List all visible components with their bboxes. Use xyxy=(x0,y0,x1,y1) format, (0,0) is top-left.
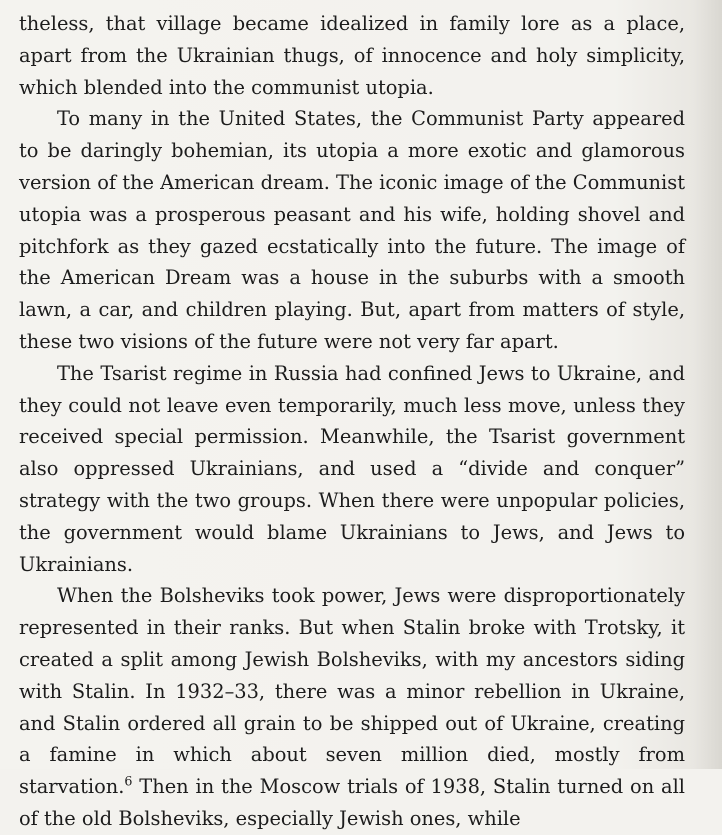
paragraph xyxy=(19,103,685,357)
body-text xyxy=(19,8,685,835)
paragraph-text: theless, that village became idealized in family lore as a place, apart from the Ukrainian thugs, of innocence and holy simplicity, which blended into the communist utopia. xyxy=(19,12,685,99)
paragraph xyxy=(19,580,685,834)
paragraph-text: The Tsarist regime in Russia had confined Jews to Ukraine, and they could not leave even temporarily, much less move, unless they received special permission. Meanwhile, the Tsarist government also oppressed Ukrainians, and used a “divide and conquer” strategy with the two groups. When there were unpopular policies, the government would blame Ukrainians to Jews, and Jews to Ukrainians. xyxy=(19,361,685,576)
paragraph-text: Then in the Moscow trials of 1938, Stalin turned on all of the old Bolsheviks, especially Jewish ones, while xyxy=(19,775,685,830)
paragraph-text: When the Bolsheviks took power, Jews were disproportionately represented in their ranks. But when Stalin broke with Trotsky, it created a split among Jewish Bolsheviks, with my ancestors siding with Stalin. In 1932–33, there was a minor rebellion in Ukraine, and Stalin ordered all grain to be shipped out of Ukraine, creating a famine in which about seven million died, mostly from starvation. xyxy=(19,584,685,799)
paragraph xyxy=(19,8,685,103)
footnote-marker: 6 xyxy=(124,773,133,789)
paragraph-text: To many in the United States, the Communist Party appeared to be daringly bohemian, its utopia a more exotic and glamorous version of the American dream. The iconic image of the Communist utopia was a prosperous peasant and his wife, holding shovel and pitchfork as they gazed ecstatically into the future. The image of the American Dream was a house in the suburbs with a smooth lawn, a car, and children playing. But, apart from matters of style, these two visions of the future were not very far apart. xyxy=(19,107,685,353)
paragraph xyxy=(19,358,685,581)
